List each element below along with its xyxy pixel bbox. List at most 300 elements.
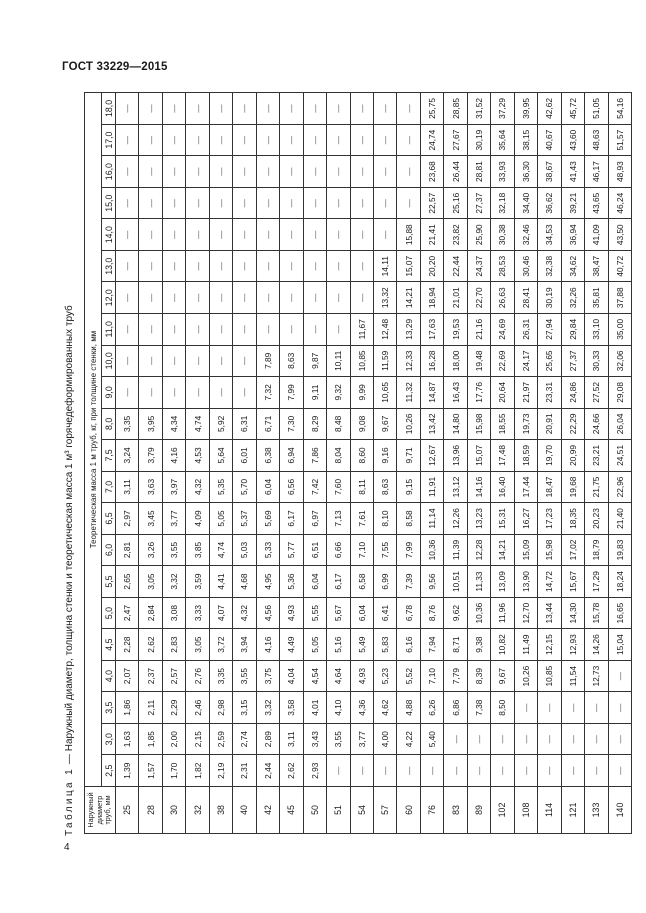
mass-cell: —: [116, 156, 139, 188]
diameter-cell: 42: [256, 787, 279, 834]
mass-cell: 18,79: [585, 534, 608, 566]
mass-cell: —: [162, 156, 185, 188]
mass-cell: —: [538, 755, 561, 787]
mass-cell: 51,05: [585, 93, 608, 125]
mass-cell: 7,10: [350, 534, 373, 566]
mass-cell: 5,36: [280, 566, 303, 598]
mass-cell: —: [303, 124, 326, 156]
mass-cell: —: [444, 755, 467, 787]
mass-cell: —: [116, 187, 139, 219]
mass-cell: 24,86: [561, 377, 584, 409]
mass-cell: —: [186, 156, 209, 188]
mass-cell: 15,09: [514, 534, 537, 566]
wall-thickness-header: 16,0: [102, 156, 116, 188]
mass-cell: —: [514, 692, 537, 724]
mass-cell: 2,28: [116, 629, 139, 661]
table-row: [397, 93, 420, 834]
mass-cell: —: [280, 250, 303, 282]
mass-cell: 6,04: [303, 566, 326, 598]
mass-cell: 8,71: [444, 629, 467, 661]
table-row: [209, 93, 232, 834]
mass-cell: —: [116, 345, 139, 377]
mass-cell: 2,29: [162, 692, 185, 724]
mass-cell: 4,09: [186, 503, 209, 535]
mass-cell: 48,93: [608, 156, 631, 188]
table-row: [350, 93, 373, 834]
table-row: [585, 93, 608, 834]
mass-cell: 4,22: [397, 723, 420, 755]
mass-cell: 1,39: [116, 755, 139, 787]
diameter-cell: 83: [444, 787, 467, 834]
mass-cell: 3,43: [303, 723, 326, 755]
mass-cell: —: [139, 314, 162, 346]
mass-cell: 9,62: [444, 597, 467, 629]
diameter-cell: 89: [467, 787, 490, 834]
diameter-cell: 32: [186, 787, 209, 834]
mass-cell: 3,97: [162, 471, 185, 503]
mass-cell: 24,74: [420, 124, 443, 156]
wall-thickness-header: 17,0: [102, 124, 116, 156]
mass-cell: 9,08: [350, 408, 373, 440]
mass-cell: 6,51: [303, 534, 326, 566]
mass-cell: 4,16: [162, 440, 185, 472]
wall-thickness-header: 5,5: [102, 566, 116, 598]
wall-thickness-header: 7,0: [102, 471, 116, 503]
diameter-cell: 102: [491, 787, 514, 834]
mass-cell: 38,47: [585, 250, 608, 282]
mass-cell: 2,98: [209, 692, 232, 724]
mass-cell: —: [514, 755, 537, 787]
mass-cell: 40,72: [608, 250, 631, 282]
corner-header: Наружный диаметр труб, мм: [85, 787, 116, 834]
mass-cell: 24,37: [467, 250, 490, 282]
mass-cell: 27,37: [467, 187, 490, 219]
wall-thickness-header: 2,5: [102, 755, 116, 787]
mass-cell: —: [162, 282, 185, 314]
mass-cell: 32,38: [538, 250, 561, 282]
mass-cell: 7,30: [280, 408, 303, 440]
mass-cell: —: [139, 377, 162, 409]
mass-cell: 24,17: [514, 345, 537, 377]
mass-cell: —: [538, 692, 561, 724]
mass-cell: 2,59: [209, 723, 232, 755]
mass-cell: —: [350, 250, 373, 282]
mass-cell: 41,09: [585, 219, 608, 251]
wall-thickness-header: 12,0: [102, 282, 116, 314]
mass-cell: 19,73: [514, 408, 537, 440]
mass-cell: 11,67: [350, 314, 373, 346]
mass-cell: 21,75: [585, 471, 608, 503]
mass-cell: 9,71: [397, 440, 420, 472]
mass-cell: 30,19: [538, 282, 561, 314]
mass-cell: —: [209, 93, 232, 125]
mass-cell: —: [373, 156, 396, 188]
mass-cell: —: [327, 219, 350, 251]
mass-cell: —: [116, 250, 139, 282]
mass-cell: 7,39: [397, 566, 420, 598]
mass-cell: —: [139, 219, 162, 251]
mass-cell: —: [561, 692, 584, 724]
mass-cell: 6,97: [303, 503, 326, 535]
mass-cell: 1,85: [139, 723, 162, 755]
mass-cell: 4,93: [280, 597, 303, 629]
mass-cell: 46,17: [585, 156, 608, 188]
mass-cell: —: [397, 93, 420, 125]
mass-cell: 2,07: [116, 660, 139, 692]
mass-cell: 6,04: [256, 471, 279, 503]
mass-cell: 6,66: [327, 534, 350, 566]
mass-cell: 4,88: [397, 692, 420, 724]
mass-cell: 15,88: [397, 219, 420, 251]
mass-cell: 3,63: [139, 471, 162, 503]
mass-cell: 37,88: [608, 282, 631, 314]
mass-cell: 4,64: [327, 660, 350, 692]
mass-cell: 3,59: [186, 566, 209, 598]
mass-cell: —: [585, 723, 608, 755]
wall-thickness-header: 15,0: [102, 187, 116, 219]
mass-cell: 5,40: [420, 723, 443, 755]
mass-cell: 20,64: [491, 377, 514, 409]
mass-cell: 13,96: [444, 440, 467, 472]
mass-cell: —: [303, 282, 326, 314]
mass-cell: —: [256, 314, 279, 346]
mass-cell: —: [116, 124, 139, 156]
mass-cell: 6,56: [280, 471, 303, 503]
wall-thickness-header: 3,0: [102, 723, 116, 755]
mass-cell: 15,07: [467, 440, 490, 472]
mass-cell: 12,15: [538, 629, 561, 661]
mass-cell: 31,52: [467, 93, 490, 125]
mass-cell: 10,51: [444, 566, 467, 598]
mass-cell: 11,96: [491, 597, 514, 629]
mass-cell: 25,16: [444, 187, 467, 219]
mass-cell: 2,76: [186, 660, 209, 692]
mass-cell: 14,21: [491, 534, 514, 566]
mass-cell: 14,87: [420, 377, 443, 409]
mass-cell: 16,65: [608, 597, 631, 629]
mass-cell: 23,21: [585, 440, 608, 472]
mass-cell: 32,26: [561, 282, 584, 314]
mass-cell: 8,48: [327, 408, 350, 440]
mass-cell: 4,32: [186, 471, 209, 503]
mass-cell: 6,41: [373, 597, 396, 629]
mass-cell: 21,97: [514, 377, 537, 409]
table-row: [514, 93, 537, 834]
mass-cell: 16,43: [444, 377, 467, 409]
mass-cell: 9,67: [373, 408, 396, 440]
mass-cell: 18,47: [538, 471, 561, 503]
mass-cell: —: [303, 156, 326, 188]
mass-cell: 4,00: [373, 723, 396, 755]
mass-cell: 6,78: [397, 597, 420, 629]
mass-cell: 3,55: [162, 534, 185, 566]
mass-cell: —: [209, 124, 232, 156]
mass-cell: 7,89: [256, 345, 279, 377]
wall-thickness-header: 4,5: [102, 629, 116, 661]
mass-cell: —: [585, 755, 608, 787]
mass-cell: 3,08: [162, 597, 185, 629]
mass-cell: —: [491, 723, 514, 755]
mass-cell: —: [280, 314, 303, 346]
table-row: [233, 93, 256, 834]
diameter-cell: 45: [280, 787, 303, 834]
mass-cell: 7,94: [420, 629, 443, 661]
mass-cell: —: [303, 93, 326, 125]
mass-cell: 5,67: [327, 597, 350, 629]
mass-cell: 23,82: [444, 219, 467, 251]
mass-cell: 27,67: [444, 124, 467, 156]
diameter-cell: 133: [585, 787, 608, 834]
mass-cell: —: [116, 377, 139, 409]
mass-cell: 23,31: [538, 377, 561, 409]
mass-cell: —: [420, 755, 443, 787]
diameter-cell: 140: [608, 787, 631, 834]
table-row: [162, 93, 185, 834]
wall-thickness-header: 9,0: [102, 377, 116, 409]
mass-cell: 3,15: [233, 692, 256, 724]
mass-cell: 5,77: [280, 534, 303, 566]
mass-cell: 9,67: [491, 660, 514, 692]
mass-cell: —: [397, 187, 420, 219]
mass-cell: 7,32: [256, 377, 279, 409]
mass-cell: 9,16: [373, 440, 396, 472]
mass-cell: —: [327, 250, 350, 282]
wall-thickness-header: 7,5: [102, 440, 116, 472]
mass-cell: —: [116, 93, 139, 125]
mass-cell: 8,76: [420, 597, 443, 629]
mass-cell: 33,93: [491, 156, 514, 188]
mass-cell: 1,70: [162, 755, 185, 787]
mass-table-wrapper: [84, 92, 632, 834]
mass-cell: 4,54: [303, 660, 326, 692]
mass-cell: 18,35: [561, 503, 584, 535]
diameter-cell: 28: [139, 787, 162, 834]
mass-cell: —: [327, 755, 350, 787]
table-row: [303, 93, 326, 834]
mass-cell: —: [608, 755, 631, 787]
mass-cell: 27,52: [585, 377, 608, 409]
mass-cell: 39,21: [561, 187, 584, 219]
diameter-cell: 54: [350, 787, 373, 834]
mass-cell: —: [139, 282, 162, 314]
table-row: [538, 93, 561, 834]
mass-cell: 6,16: [397, 629, 420, 661]
table-row: [116, 93, 139, 834]
mass-cell: 17,23: [538, 503, 561, 535]
mass-cell: —: [209, 345, 232, 377]
mass-cell: —: [350, 187, 373, 219]
mass-cell: 19,68: [561, 471, 584, 503]
mass-cell: —: [162, 250, 185, 282]
wall-thickness-header: 11,0: [102, 314, 116, 346]
mass-cell: 17,48: [491, 440, 514, 472]
mass-cell: 5,55: [303, 597, 326, 629]
table-row: [139, 93, 162, 834]
mass-cell: 1,57: [139, 755, 162, 787]
mass-cell: —: [209, 282, 232, 314]
mass-cell: 12,67: [420, 440, 443, 472]
mass-cell: 2,00: [162, 723, 185, 755]
mass-cell: 41,43: [561, 156, 584, 188]
diameter-cell: 38: [209, 787, 232, 834]
mass-cell: 19,83: [608, 534, 631, 566]
mass-cell: 11,49: [514, 629, 537, 661]
mass-cell: 13,32: [373, 282, 396, 314]
mass-cell: 8,04: [327, 440, 350, 472]
table-row: [467, 93, 490, 834]
wall-thickness-header: 4,0: [102, 660, 116, 692]
mass-cell: 5,05: [209, 503, 232, 535]
mass-cell: —: [373, 755, 396, 787]
table-row: [186, 93, 209, 834]
mass-cell: —: [139, 250, 162, 282]
mass-cell: —: [327, 314, 350, 346]
mass-cell: —: [397, 755, 420, 787]
mass-cell: 6,99: [373, 566, 396, 598]
mass-cell: 3,85: [186, 534, 209, 566]
mass-cell: —: [327, 187, 350, 219]
mass-cell: 4,34: [162, 408, 185, 440]
mass-cell: 30,38: [491, 219, 514, 251]
mass-table: [84, 92, 632, 834]
mass-cell: 43,50: [608, 219, 631, 251]
mass-cell: 24,69: [491, 314, 514, 346]
mass-cell: 43,60: [561, 124, 584, 156]
mass-cell: —: [186, 250, 209, 282]
mass-cell: 11,32: [397, 377, 420, 409]
mass-cell: 12,70: [514, 597, 537, 629]
mass-cell: —: [233, 93, 256, 125]
mass-cell: 14,16: [467, 471, 490, 503]
mass-cell: 3,33: [186, 597, 209, 629]
mass-cell: 14,80: [444, 408, 467, 440]
mass-cell: 3,45: [139, 503, 162, 535]
mass-cell: 28,53: [491, 250, 514, 282]
mass-cell: 7,60: [327, 471, 350, 503]
mass-cell: 30,46: [514, 250, 537, 282]
mass-cell: —: [350, 124, 373, 156]
mass-cell: 25,65: [538, 345, 561, 377]
mass-cell: 7,10: [420, 660, 443, 692]
mass-cell: —: [256, 124, 279, 156]
mass-cell: 3,94: [233, 629, 256, 661]
wall-thickness-header: 10,0: [102, 345, 116, 377]
mass-cell: 40,67: [538, 124, 561, 156]
mass-cell: —: [397, 156, 420, 188]
mass-cell: —: [209, 187, 232, 219]
mass-cell: 3,35: [209, 660, 232, 692]
wall-thickness-header: 5,0: [102, 597, 116, 629]
mass-cell: —: [256, 156, 279, 188]
mass-cell: 6,86: [444, 692, 467, 724]
wall-thickness-header-row: [102, 93, 116, 834]
mass-cell: 10,65: [373, 377, 396, 409]
mass-cell: —: [350, 219, 373, 251]
mass-cell: 36,30: [514, 156, 537, 188]
mass-cell: 3,11: [116, 471, 139, 503]
mass-cell: 17,29: [585, 566, 608, 598]
mass-cell: 17,76: [467, 377, 490, 409]
table-row: [420, 93, 443, 834]
mass-cell: 6,17: [280, 503, 303, 535]
mass-cell: 32,18: [491, 187, 514, 219]
mass-cell: 28,41: [514, 282, 537, 314]
mass-cell: 4,74: [186, 408, 209, 440]
mass-cell: 9,32: [327, 377, 350, 409]
mass-cell: 21,16: [467, 314, 490, 346]
mass-cell: —: [162, 124, 185, 156]
mass-cell: 2,62: [139, 629, 162, 661]
mass-cell: 7,42: [303, 471, 326, 503]
mass-cell: 5,35: [209, 471, 232, 503]
mass-cell: 3,58: [280, 692, 303, 724]
mass-cell: 34,62: [561, 250, 584, 282]
mass-cell: 27,37: [561, 345, 584, 377]
diameter-cell: 30: [162, 787, 185, 834]
mass-cell: 26,04: [608, 408, 631, 440]
table-row: [561, 93, 584, 834]
mass-cell: 48,63: [585, 124, 608, 156]
mass-cell: —: [233, 156, 256, 188]
mass-cell: 45,72: [561, 93, 584, 125]
standard-designation: ГОСТ 33229—2015: [62, 61, 168, 73]
diameter-cell: 60: [397, 787, 420, 834]
mass-cell: —: [233, 187, 256, 219]
mass-cell: 5,64: [209, 440, 232, 472]
diameter-cell: 25: [116, 787, 139, 834]
mass-cell: 7,86: [303, 440, 326, 472]
mass-cell: 21,40: [608, 503, 631, 535]
mass-cell: 1,86: [116, 692, 139, 724]
mass-cell: 38,15: [514, 124, 537, 156]
mass-cell: —: [373, 219, 396, 251]
mass-cell: 8,58: [397, 503, 420, 535]
group-header: Теоретическая масса 1 м труб, кг, при толщине стенки, мм: [85, 93, 102, 787]
mass-cell: 2,93: [303, 755, 326, 787]
mass-cell: 28,81: [467, 156, 490, 188]
mass-cell: 7,55: [373, 534, 396, 566]
mass-cell: 3,77: [350, 723, 373, 755]
mass-cell: 8,10: [373, 503, 396, 535]
mass-cell: —: [467, 755, 490, 787]
mass-cell: 4,04: [280, 660, 303, 692]
mass-cell: 19,70: [538, 440, 561, 472]
mass-cell: —: [327, 282, 350, 314]
table-caption: [64, 305, 75, 836]
mass-cell: 19,48: [467, 345, 490, 377]
mass-cell: 10,82: [491, 629, 514, 661]
table-row: [491, 93, 514, 834]
mass-cell: 22,57: [420, 187, 443, 219]
mass-cell: 34,40: [514, 187, 537, 219]
mass-cell: 2,65: [116, 566, 139, 598]
mass-cell: 12,93: [561, 629, 584, 661]
mass-cell: 26,63: [491, 282, 514, 314]
mass-cell: 18,24: [608, 566, 631, 598]
mass-cell: 51,57: [608, 124, 631, 156]
wall-thickness-header: 6,5: [102, 503, 116, 535]
mass-cell: 42,62: [538, 93, 561, 125]
mass-cell: 5,16: [327, 629, 350, 661]
table-caption-dash: —: [64, 751, 75, 767]
mass-cell: 43,65: [585, 187, 608, 219]
mass-cell: 8,60: [350, 440, 373, 472]
mass-cell: 26,44: [444, 156, 467, 188]
mass-cell: 34,53: [538, 219, 561, 251]
mass-cell: 22,96: [608, 471, 631, 503]
mass-cell: —: [233, 314, 256, 346]
mass-cell: —: [280, 187, 303, 219]
